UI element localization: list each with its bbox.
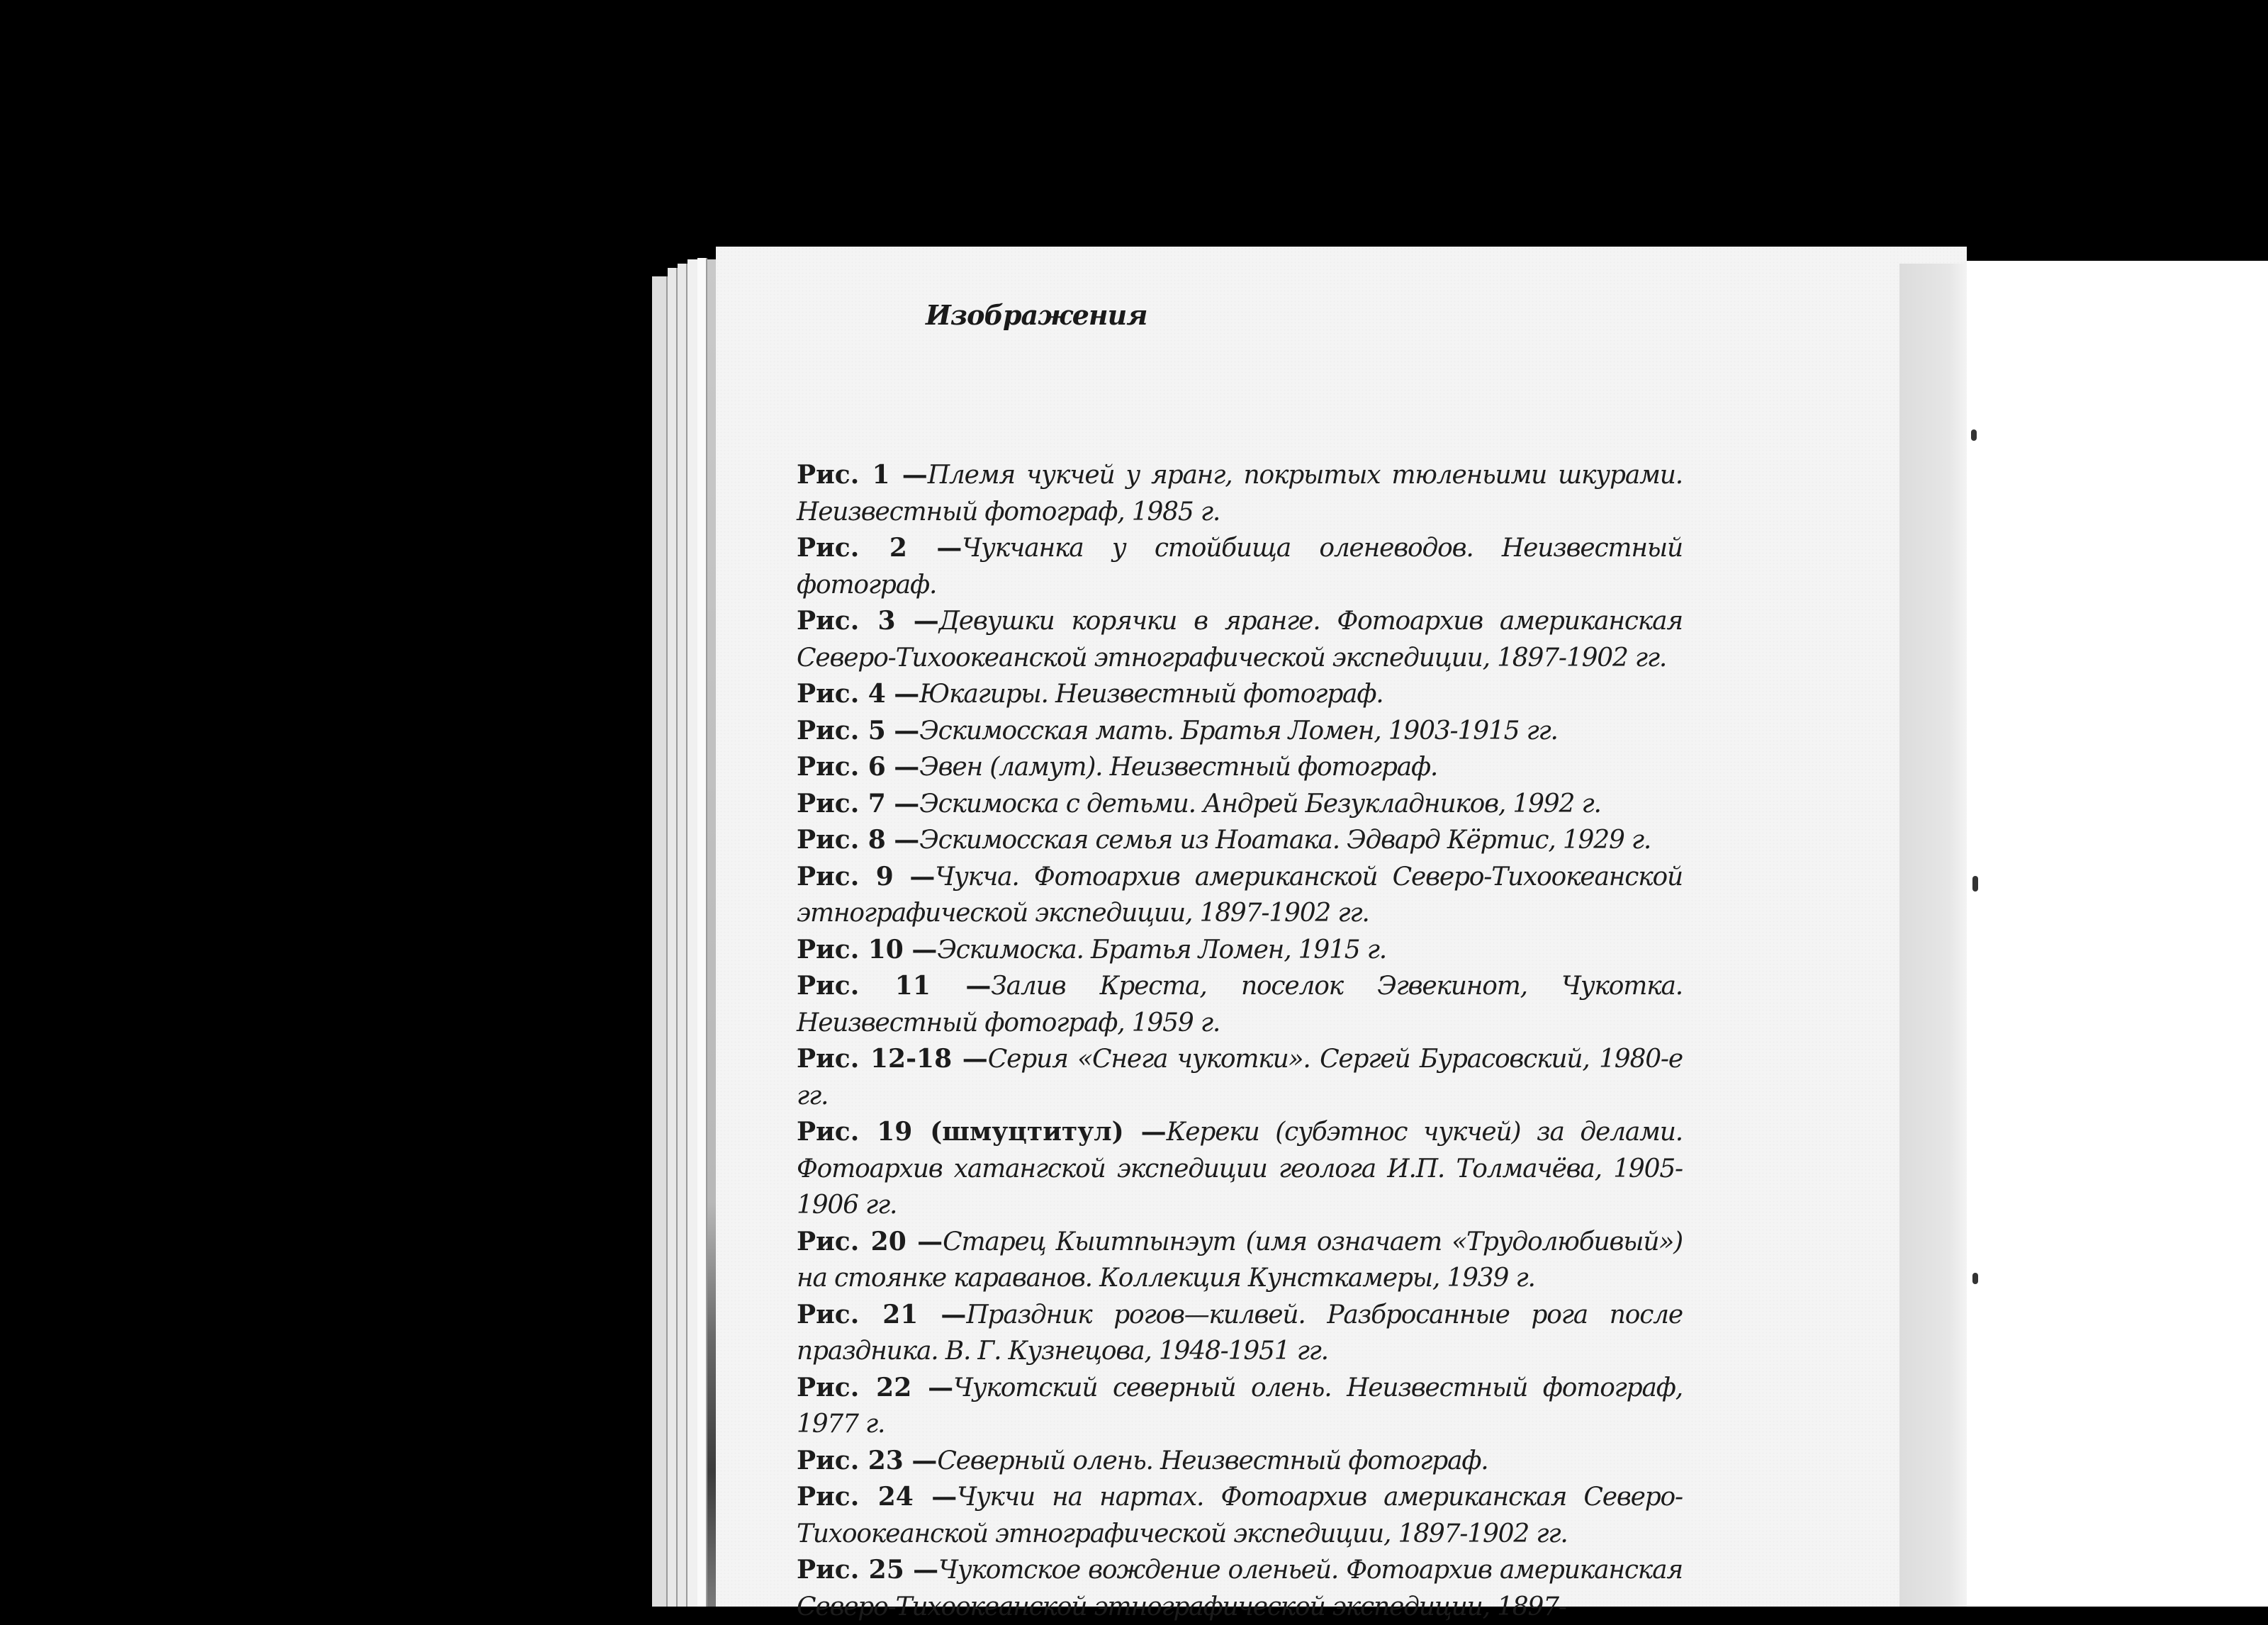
dust-speck	[1972, 1273, 1978, 1284]
figure-entry	[797, 1443, 1683, 1480]
figure-label: Рис. 3	[797, 606, 896, 636]
figure-entry	[797, 968, 1683, 1041]
figure-caption: Чукчи на нартах. Фотоархив американская Северо-Тихоокеанской этнографической экспедиции, 1897-1902 гг.	[797, 1483, 1683, 1548]
page-edge	[697, 258, 707, 1607]
figure-list	[797, 457, 1683, 1625]
figure-label: Рис. 7	[797, 788, 886, 819]
figure-caption: Праздник рогов—килвей. Разбросанные рога после праздника. В. Г. Кузнецова, 1948-1951 гг.	[797, 1300, 1683, 1366]
figure-entry	[797, 1297, 1683, 1370]
figure-caption: Чукчанка у стойбища оленеводов. Неизвестный фотограф.	[797, 534, 1683, 600]
figure-label: Рис. 23	[797, 1445, 904, 1475]
em-dash: —	[1140, 1117, 1167, 1147]
em-dash: —	[941, 1299, 967, 1329]
figure-label: Рис. 19 (шмуцтитул)	[797, 1117, 1124, 1147]
figure-entry	[797, 603, 1683, 676]
figure-caption: Эскимоска. Братья Ломен, 1915 г.	[937, 935, 1386, 965]
page-edge	[668, 268, 678, 1607]
figure-entry	[797, 1370, 1683, 1443]
figure-caption: Эвен (ламут). Неизвестный фотограф.	[919, 753, 1438, 782]
figure-label: Рис. 8	[797, 825, 886, 855]
book-gutter	[1899, 264, 1970, 1607]
em-dash: —	[894, 715, 920, 746]
figure-entry	[797, 530, 1683, 603]
figure-entry	[797, 1114, 1683, 1224]
em-dash: —	[894, 825, 920, 855]
em-dash: —	[936, 533, 962, 563]
figure-label: Рис. 5	[797, 715, 886, 746]
figure-label: Рис. 11	[797, 971, 931, 1001]
page-edges	[652, 247, 720, 1607]
figure-label: Рис. 6	[797, 752, 886, 782]
figure-label: Рис. 10	[797, 934, 904, 965]
figure-label: Рис. 4	[797, 679, 886, 709]
em-dash: —	[894, 752, 920, 782]
figure-caption: Серия «Снега чукотки». Сергей Бурасовский, 1980-е гг.	[797, 1045, 1683, 1110]
page-edge	[652, 276, 668, 1607]
figure-entry	[797, 786, 1683, 823]
figure-caption: Эскимоска с детьми. Андрей Безукладников, 1992 г.	[919, 789, 1601, 819]
em-dash: —	[894, 788, 920, 819]
figure-entry	[797, 713, 1683, 750]
em-dash: —	[913, 606, 939, 636]
em-dash: —	[965, 971, 992, 1001]
right-page	[1967, 261, 2268, 1607]
em-dash: —	[913, 1555, 939, 1585]
figure-caption: Девушки корячки в яранге. Фотоархив американская Северо-Тихоокеанской этнографической экспедиции, 1897-1902 гг.	[797, 607, 1683, 673]
em-dash: —	[902, 460, 928, 490]
dust-speck	[1972, 876, 1978, 892]
figure-caption: Эскимосская мать. Братья Ломен, 1903-1915 гг.	[919, 716, 1558, 746]
figure-caption: Племя чукчей у яранг, покрытых тюленьими шкурами. Неизвестный фотограф, 1985 г.	[797, 461, 1683, 527]
figure-label: Рис. 25	[797, 1555, 904, 1585]
figure-caption: Северный олень. Неизвестный фотограф.	[937, 1446, 1488, 1475]
figure-entry	[797, 932, 1683, 969]
figure-label: Рис. 22	[797, 1372, 912, 1402]
page-edge	[678, 264, 687, 1607]
figure-entry	[797, 676, 1683, 713]
figure-caption: Юкагиры. Неизвестный фотограф.	[919, 680, 1383, 709]
em-dash: —	[911, 1445, 938, 1475]
figure-label: Рис. 12-18	[797, 1044, 953, 1074]
figure-entry	[797, 822, 1683, 859]
figure-entry	[797, 1479, 1683, 1552]
figure-entry	[797, 1552, 1683, 1625]
em-dash: —	[928, 1372, 954, 1402]
em-dash: —	[911, 934, 938, 965]
figure-entry	[797, 457, 1683, 530]
dust-speck	[1971, 429, 1977, 441]
figure-label: Рис. 9	[797, 861, 894, 892]
figure-label: Рис. 21	[797, 1299, 919, 1329]
figure-caption: Чукотское вождение оленьей. Фотоархив американская Северо-Тихоокеанской этнографической экспедиции, 1897-	[797, 1556, 1683, 1621]
figure-caption: Чукча. Фотоархив американской Северо-Тихоокеанской этнографической экспедиции, 1897-1902 гг.	[797, 862, 1683, 928]
figure-caption: Залив Креста, поселок Эгвекинот, Чукотка. Неизвестный фотограф, 1959 г.	[797, 972, 1683, 1038]
figure-caption: Чукотский северный олень. Неизвестный фотограф, 1977 г.	[797, 1373, 1683, 1439]
em-dash: —	[962, 1044, 988, 1074]
figure-entry	[797, 749, 1683, 786]
em-dash: —	[894, 679, 920, 709]
figure-entry	[797, 1041, 1683, 1114]
figure-label: Рис. 1	[797, 460, 890, 490]
figure-caption: Эскимосская семья из Ноатака. Эдвард Кёртис, 1929 г.	[919, 826, 1651, 855]
em-dash: —	[917, 1226, 943, 1256]
figure-caption: Кереки (субэтнос чукчей) за делами. Фотоархив хатангской экспедиции геолога И.П. Толмачёва, 1905-1906 гг.	[797, 1118, 1683, 1220]
figure-caption: Старец Кыитпынэут (имя означает «Трудолюбивый») на стоянке караванов. Коллекция Кунсткамеры, 1939 г.	[797, 1227, 1683, 1293]
figure-entry	[797, 1224, 1683, 1297]
em-dash: —	[909, 861, 936, 892]
figure-label: Рис. 2	[797, 533, 907, 563]
em-dash: —	[931, 1482, 958, 1512]
figure-label: Рис. 24	[797, 1482, 914, 1512]
figure-entry	[797, 859, 1683, 932]
page-heading: Изображения	[926, 299, 1147, 331]
figure-label: Рис. 20	[797, 1226, 906, 1256]
